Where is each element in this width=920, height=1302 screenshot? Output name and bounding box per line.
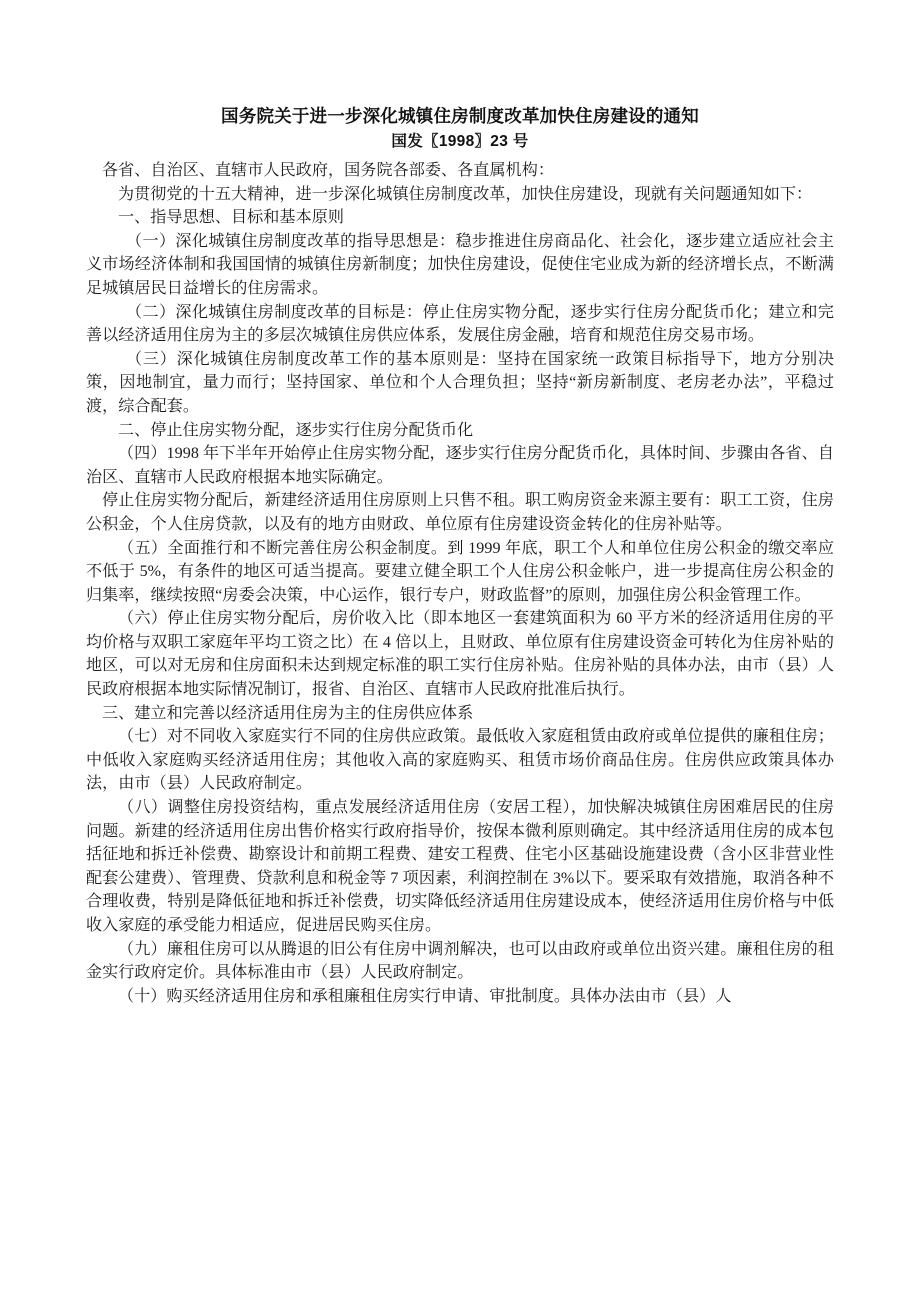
paragraph-section-3: 三、建立和完善以经济适用住房为主的住房供应体系 [102, 704, 474, 722]
paragraph-item-4: （四）1998 年下半年开始停止住房实物分配，逐步实行住房分配货币化，具体时间、步骤由各省、自治区、直辖市人民政府根据本地实际确定。 [86, 445, 834, 486]
document-title: 国务院关于进一步深化城镇住房制度改革加快住房建设的通知 [221, 106, 699, 126]
paragraph-item-7: （七）对不同收入家庭实行不同的住房供应政策。最低收入家庭租赁由政府或单位提供的廉租住房；中低收入家庭购买经济适用住房；其他收入高的家庭购买、租赁市场价商品住房。住房供应政策具体办法，由市（县）人民政府制定。 [86, 728, 834, 793]
paragraph-item-8: （八）调整住房投资结构，重点发展经济适用住房（安居工程），加快解决城镇住房困难居民的住房问题。新建的经济适用住房出售价格实行政府指导价，按保本微利原则确定。其中经济适用住房的成本包括征地和拆迁补偿费、勘察设计和前期工程费、建安工程费、住宅小区基础设施建设费（含小区非营业性配套公建费）、管理费、贷款利息和税金等 7 项因素，利润控制在 3%以下。要采取有效措施，取消各种不合理收费，特别是降低征地和拆迁补偿费，切实降低经济适用住房建设成本，使经济适用住房价格与中低收入家庭的承受能力相适应，促进居民购买住房。 [86, 799, 834, 934]
paragraph-item-10: （十）购买经济适用住房和承租廉租住房实行申请、审批制度。具体办法由市（县）人 [118, 987, 732, 1005]
paragraph-item-3: （三）深化城镇住房制度改革工作的基本原则是：坚持在国家统一政策目标指导下，地方分别决策，因地制宜，量力而行；坚持国家、单位和个人合理负担；坚持“新房新制度、老房老办法”，平稳过渡，综合配套。 [86, 350, 834, 415]
document-subtitle: 国发〖1998〗23 号 [391, 133, 529, 150]
paragraph-item-2: （二）深化城镇住房制度改革的目标是：停止住房实物分配，逐步实行住房分配货币化；建立和完善以经济适用住房为主的多层次城镇住房供应体系，发展住房金融，培育和规范住房交易市场。 [86, 303, 834, 345]
paragraph-item-1: （一）深化城镇住房制度改革的指导思想是：稳步推进住房商品化、社会化，逐步建立适应社会主义市场经济体制和我国国情的城镇住房新制度；加快住房建设，促使住宅业成为新的经济增长点，不断满足城镇居民日益增长的住房需求。 [86, 232, 834, 297]
document-body [86, 104, 834, 1008]
paragraph-preamble: 为贯彻党的十五大精神，进一步深化城镇住房制度改革，加快住房建设，现就有关问题通知如下： [118, 185, 813, 203]
paragraph-item-9: （九）廉租住房可以从腾退的旧公有住房中调剂解决，也可以由政府或单位出资兴建。廉租住房的租金实行政府定价。具体标准由市（县）人民政府制定。 [86, 940, 834, 982]
paragraph-section-2: 二、停止住房实物分配，逐步实行住房分配货币化 [118, 421, 474, 439]
paragraph-item-5: （五）全面推行和不断完善住房公积金制度。到 1999 年底，职工个人和单位住房公积金的缴交率应不低于 5%，有条件的地区可适当提高。要建立健全职工个人住房公积金帐户，进一步提高住房公积金的归集率，继续按照“房委会决策，中心运作，银行专户，财政监督”的原则，加强住房公积金管理工作。 [86, 539, 834, 604]
paragraph-item-4b: 停止住房实物分配后，新建经济适用住房原则上只售不租。职工购房资金来源主要有：职工工资，住房公积金，个人住房贷款，以及有的地方由财政、单位原有住房建设资金转化的住房补贴等。 [86, 492, 834, 533]
paragraph-section-1: 一、指导思想、目标和基本原则 [118, 209, 345, 227]
paragraph-container [86, 159, 834, 1008]
paragraph-item-6: （六）停止住房实物分配后，房价收入比（即本地区一套建筑面积为 60 平方米的经济适用住房的平均价格与双职工家庭年平均工资之比）在 4 倍以上，且财政、单位原有住房建设资金可转化为住房补贴的地区，可以对无房和住房面积未达到规定标准的职工实行住房补贴。住房补贴的具体办法，由市（县）人民政府根据本地实际情况制订，报省、自治区、直辖市人民政府批准后执行。 [86, 610, 834, 699]
paragraph-addressee: 各省、自治区、直辖市人民政府，国务院各部委、各直属机构： [102, 162, 555, 179]
